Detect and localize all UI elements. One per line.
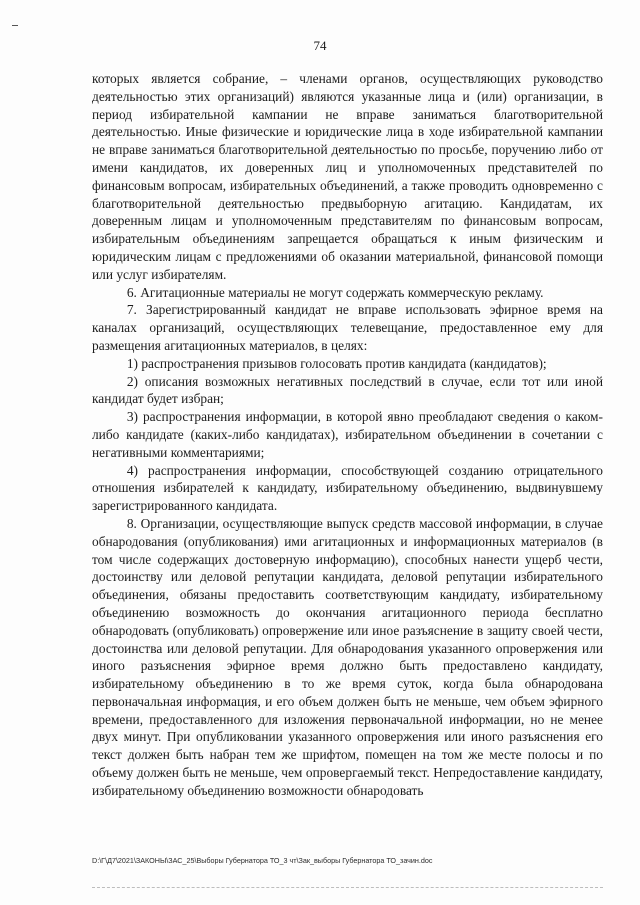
page-number: 74 (313, 38, 327, 53)
bottom-divider (92, 887, 603, 888)
paragraph-subitem-3: 3) распространения информации, в которой явно преобладают сведения о каком-либо кандидате (каких-либо кандидатах), избирательном объединении в сочетании с негативными комментариями; (92, 409, 603, 460)
paragraph-item-8: 8. Организации, осуществляющие выпуск средств массовой информации, в случае обнародования (опубликования) ими агитационных и информационных материалов (в том числе содержащих достоверную информацию), способных нанести ущерб чести, достоинству или деловой репутации кандидата, деловой репутации избирательного объединения, обязаны предоставить соответствующим кандидату, избирательному объединению возможность до окончания агитационного периода бесплатно обнародовать (опубликовать) опровержение или иное разъяснение в защиту своей чести, достоинства или деловой репутации. Для обнародования указанного опровержения или иного разъяснения эфирное время должно быть предоставлено кандидату, избирательному объединению в то же время суток, когда была обнародована первоначальная информация, и его объем должен быть не меньше, чем объем эфирного времени, предоставленного для изложения первоначальной информации, но не менее двух минут. При опубликовании указанного опровержения или иного разъяснения его текст должен быть набран тем же шрифтом, помещен на том же месте полосы и по объему должен быть не меньше, чем опровергаемый текст. Непредоставление кандидату, избирательному объединению возможности обнародовать (92, 515, 603, 798)
paragraph-item-7: 7. Зарегистрированный кандидат не вправе использовать эфирное время на каналах организаций, осуществляющих телевещание, предоставленное ему для размещения агитационных материалов, в целях: (92, 302, 603, 353)
file-path-footer: D:\Г\Д7\2021\ЗАКОНЫ\ЗАС_25\Выборы Губернатора ТО_3 чт\Зак_выборы Губернатора ТО_зачин.doc (92, 856, 433, 865)
body-text (92, 70, 603, 800)
paragraph-subitem-4: 4) распространения информации, способствующей созданию отрицательного отношения избирателей к кандидату, избирательному объединению, выдвинувшему зарегистрированного кандидата. (92, 462, 603, 514)
paragraph-item-6: 6. Агитационные материалы не могут содержать коммерческую рекламу. (126, 284, 544, 300)
paragraph-subitem-1: 1) распространения призывов голосовать против кандидата (кандидатов); (126, 355, 547, 371)
margin-mark (12, 25, 18, 26)
paragraph-continuation: которых является собрание, – членами органов, осуществляющих руководство деятельностью этих организаций) являются указанные лица и (или) организации, в период избирательной кампании не вправе заниматься благотворительной деятельностью. Иные физические и юридические лица в ходе избирательной кампании не вправе заниматься благотворительной деятельностью по просьбе, поручению либо от имени кандидатов, их доверенных лиц и уполномоченных представителей по финансовым вопросам, избирательных объединений, а также проводить одновременно с благотворительной деятельностью предвыборную агитацию. Кандидатам, их доверенным лицам и уполномоченным представителям по финансовым вопросам, избирательным объединениям запрещается обращаться к иным физическим и юридическим лицам с предложениями об оказании материальной, финансовой помощи или услуг избирателям. (92, 71, 603, 282)
paragraph-subitem-2: 2) описания возможных негативных последствий в случае, если тот или иной кандидат будет избран; (92, 373, 603, 407)
